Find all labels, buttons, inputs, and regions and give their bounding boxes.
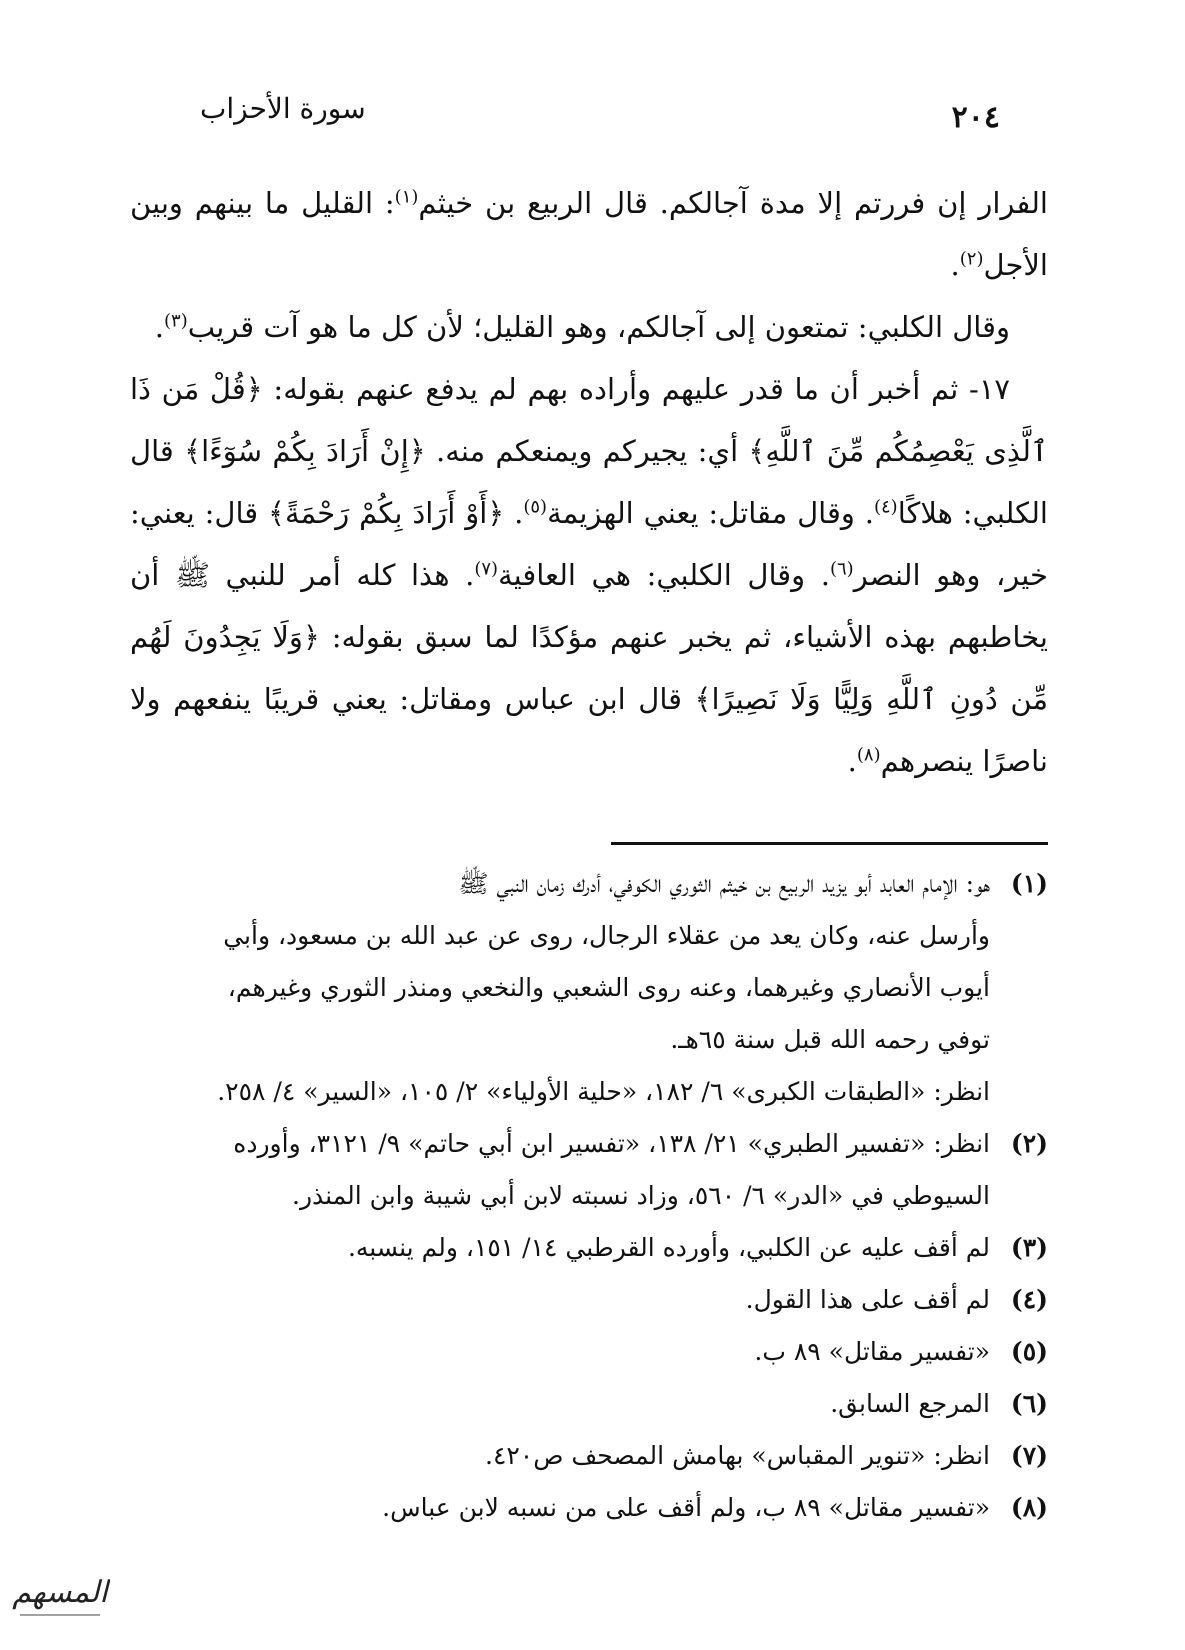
- footnote-line: توفي رحمه الله قبل سنة ٦٥هـ.: [670, 1025, 990, 1054]
- footnote-line: «تفسير مقاتل» ٨٩ ب.: [754, 1337, 990, 1366]
- footnote-ref-2[interactable]: (٢): [959, 248, 984, 270]
- footnote-ref-4[interactable]: (٤): [873, 496, 898, 518]
- footnote-line: أيوب الأنصاري وغيرهما، وعنه روى الشعبي والنخعي ومنذر الثوري وغيرهم،: [227, 973, 990, 1002]
- publisher-logo: [10, 1560, 110, 1630]
- text-run: . وقال مقاتل: يعني الهزيمة: [547, 496, 874, 530]
- footnote-text: [130, 858, 990, 1118]
- footnote-text: [130, 1222, 990, 1274]
- footnote-number: (٨): [1010, 1493, 1048, 1522]
- footnote-text: [130, 1274, 990, 1326]
- footnote-ref-6[interactable]: (٦): [829, 558, 854, 580]
- text-run: : القليل ما بينهم وبين الأجل: [130, 186, 1048, 282]
- footnote-ref-8[interactable]: (٨): [856, 744, 881, 766]
- footnote-text: [130, 1118, 990, 1222]
- footnote-number: (٤): [1010, 1285, 1048, 1314]
- footnote-3: [130, 1222, 1048, 1274]
- footnote-number: (٣): [1010, 1233, 1048, 1262]
- footnote-line: انظر: «الطبقات الكبرى» ٦/ ١٨٢، «حلية الأولياء» ٢/ ١٠٥، «السير» ٤/ ٢٥٨.: [217, 1077, 990, 1106]
- text-run: . ﴿أَوْ أَرَادَ بِكُمْ رَحْمَةً﴾ قال: يعني: خير، وهو النصر: [130, 496, 1048, 592]
- footnote-number: (٥): [1010, 1337, 1048, 1366]
- footnote-line: السيوطي في «الدر» ٦/ ٥٦٠، وزاد نسبته لابن أبي شيبة وابن المنذر.: [292, 1181, 990, 1210]
- text-run: الفرار إن فررتم إلا مدة آجالكم. قال الربيع بن خيثم: [418, 186, 1048, 220]
- footnote-number: (٢): [1010, 1129, 1048, 1158]
- footnote-divider: [611, 842, 1048, 845]
- footnote-8: [130, 1482, 1048, 1534]
- footnote-6: [130, 1378, 1048, 1430]
- paragraph-1: [130, 172, 1048, 296]
- logo-text: المسهم: [12, 1575, 108, 1610]
- footnote-line: انظر: «تنوير المقباس» بهامش المصحف ص٤٢٠.: [484, 1441, 990, 1470]
- page-header: [180, 92, 1000, 142]
- text-run: . وقال الكلبي: هي العافية: [498, 558, 830, 592]
- footnote-4: [130, 1274, 1048, 1326]
- footnote-7: [130, 1430, 1048, 1482]
- footnote-number: (٧): [1010, 1441, 1048, 1470]
- footnote-text: [130, 1430, 990, 1482]
- footnote-2: [130, 1118, 1048, 1222]
- footnote-line: المرجع السابق.: [830, 1389, 990, 1418]
- footnote-ref-5[interactable]: (٥): [523, 496, 548, 518]
- page-number: ٢٠٤: [951, 100, 1000, 135]
- footnote-line: انظر: «تفسير الطبري» ٢١/ ١٣٨، «تفسير ابن أبي حاتم» ٩/ ٣١٢١، وأورده: [233, 1129, 990, 1158]
- surah-title: سورة الأحزاب: [200, 92, 366, 125]
- footnote-text: [130, 1326, 990, 1378]
- footnote-ref-7[interactable]: (٧): [474, 558, 499, 580]
- footnote-ref-3[interactable]: (٣): [164, 310, 188, 332]
- footnote-number: (٦): [1010, 1389, 1048, 1418]
- footnote-text: [130, 1482, 990, 1534]
- footnote-1: [130, 858, 1048, 1118]
- footnote-line: وأرسل عنه، وكان يعد من عقلاء الرجال، روى عن عبد الله بن مسعود، وأبي: [223, 921, 990, 950]
- footnote-5: [130, 1326, 1048, 1378]
- text-run: وقال الكلبي: تمتعون إلى آجالكم، وهو القليل؛ لأن كل ما هو آت قريب: [187, 310, 1010, 344]
- text-run: .: [950, 248, 960, 282]
- text-run: ١٧- ثم أخبر أن ما قدر عليهم وأراده بهم لم يدفع عنهم بقوله: ﴿قُلْ مَن ذَا ٱلَّذِى يَعْصِمُكُم مِّنَ ٱللَّهِ﴾ أي: يجيركم ويمنعكم منه. ﴿إِنْ أَرَادَ بِكُمْ سُوٓءًا﴾ قال الكلبي: هلاكًا: [130, 372, 1048, 530]
- footnote-line: لم أقف عليه عن الكلبي، وأورده القرطبي ١٤/ ١٥١، ولم ينسبه.: [347, 1233, 990, 1262]
- footnote-line: هو: الإمام العابد أبو يزيد الربيع بن خيثم الثوري الكوفي، أدرك زمان النبي ﷺ: [458, 869, 990, 898]
- footnote-number: (١): [1010, 869, 1048, 898]
- text-run: . هذا كله أمر للنبي ﷺ أن يخاطبهم بهذه الأشياء، ثم يخبر عنهم مؤكدًا لما سبق بقوله: ﴿وَلَا يَجِدُونَ لَهُم مِّن دُونِ ٱللَّهِ وَلِيًّا وَلَا نَصِيرًا﴾ قال ابن عباس ومقاتل: يعني قريبًا ينفعهم ولا ناصرًا ينصرهم: [130, 558, 1048, 778]
- paragraph-3: [130, 358, 1048, 792]
- footnote-text: [130, 1378, 990, 1430]
- footnotes: [130, 858, 1048, 1534]
- text-run: .: [847, 744, 857, 778]
- paragraph-2: [130, 296, 1048, 358]
- text-run: .: [154, 310, 165, 344]
- footnote-ref-1[interactable]: (١): [394, 186, 419, 208]
- main-text: [130, 172, 1048, 792]
- footnote-line: «تفسير مقاتل» ٨٩ ب، ولم أقف على من نسبه لابن عباس.: [382, 1493, 990, 1522]
- footnote-line: لم أقف على هذا القول.: [745, 1285, 990, 1314]
